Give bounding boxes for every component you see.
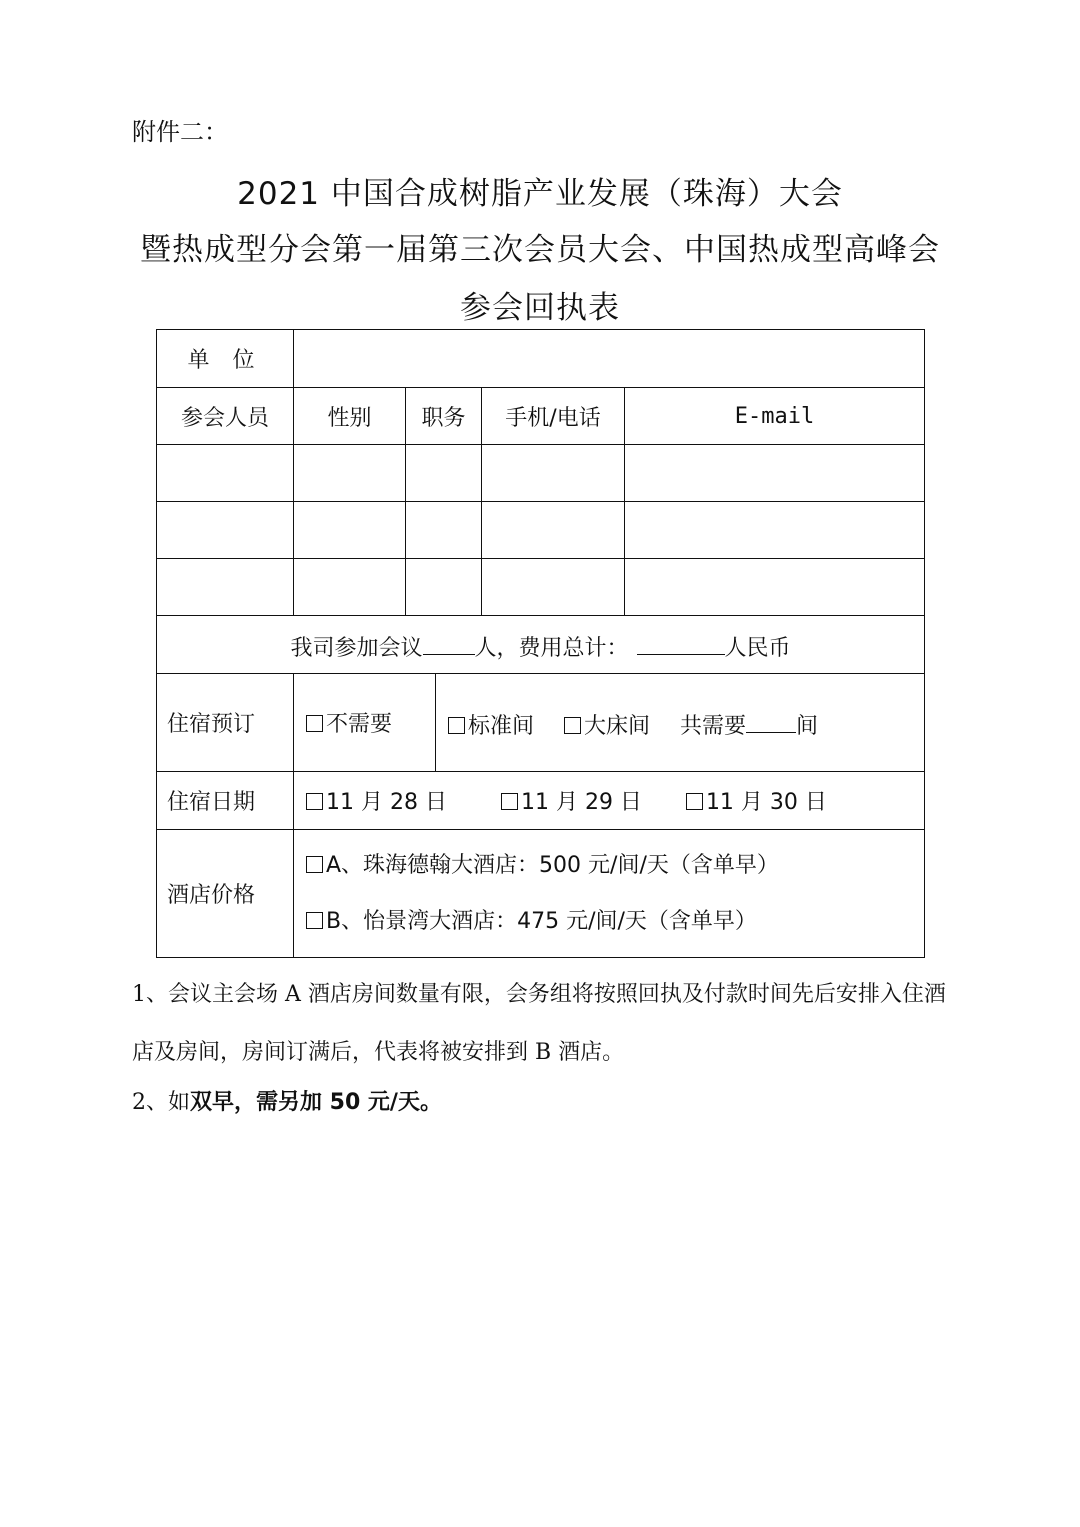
note-2-bold: 双早，需另加 50 元/天。 <box>190 1090 442 1115</box>
attendee-row <box>157 559 925 616</box>
hotel-options-cell <box>294 830 925 958</box>
hotel-label: 酒店价格 <box>157 830 294 958</box>
hotel-option-a: A、珠海德翰大酒店：500 元/间/天（含单早） <box>326 852 779 878</box>
attendance-row <box>157 616 925 674</box>
header-phone: 手机/电话 <box>482 388 625 445</box>
attendee-row <box>157 502 925 559</box>
attendee-name-cell[interactable] <box>157 559 294 616</box>
not-needed-label: 不需要 <box>326 712 393 737</box>
lodging-label: 住宿预订 <box>157 674 294 772</box>
attendee-position-cell[interactable] <box>406 559 482 616</box>
header-attendee: 参会人员 <box>157 388 294 445</box>
attendee-email-cell[interactable] <box>625 445 925 502</box>
room-count-blank[interactable] <box>746 706 796 733</box>
attendee-phone-cell[interactable] <box>482 445 625 502</box>
attendance-prefix: 我司参加会议 <box>290 635 423 661</box>
unit-row <box>157 330 925 388</box>
note-2 <box>132 1083 962 1123</box>
dates-label: 住宿日期 <box>157 772 294 830</box>
registration-form-table <box>156 329 925 958</box>
header-email: E-mail <box>625 388 925 445</box>
date-28-checkbox[interactable] <box>306 793 323 810</box>
dates-options-cell <box>294 772 925 830</box>
standard-room-checkbox[interactable] <box>448 717 465 734</box>
attendee-row <box>157 445 925 502</box>
title-line-2: 暨热成型分会第一届第三次会员大会、中国热成型高峰会 <box>140 232 940 268</box>
date-option: 11 月 29 日 <box>520 790 642 815</box>
room-total-prefix: 共需要 <box>680 713 747 739</box>
lodging-row <box>157 674 925 772</box>
note-2-prefix: 2、如 <box>132 1090 190 1115</box>
king-room-label: 大床间 <box>584 713 651 739</box>
total-cost-blank[interactable] <box>637 628 725 655</box>
date-30-checkbox[interactable] <box>686 793 703 810</box>
attendance-people-suffix: 人，费用总计： <box>474 635 629 661</box>
dates-row <box>157 772 925 830</box>
attendee-name-cell[interactable] <box>157 502 294 559</box>
hotel-row <box>157 830 925 958</box>
header-gender: 性别 <box>294 388 406 445</box>
date-option: 11 月 30 日 <box>705 790 827 815</box>
attendee-phone-cell[interactable] <box>482 559 625 616</box>
attendee-position-cell[interactable] <box>406 445 482 502</box>
hotel-a-checkbox[interactable] <box>306 856 323 873</box>
hotel-b-checkbox[interactable] <box>306 912 323 929</box>
title-line-1: 2021 中国合成树脂产业发展（珠海）大会 <box>237 176 843 212</box>
standard-room-label: 标准间 <box>468 713 535 739</box>
attendee-gender-cell[interactable] <box>294 502 406 559</box>
date-option: 11 月 28 日 <box>326 790 447 815</box>
lodging-options-cell <box>436 674 925 772</box>
not-needed-checkbox[interactable] <box>306 715 323 732</box>
people-count-blank[interactable] <box>423 628 475 655</box>
hotel-option-b: B、怡景湾大酒店：475 元/间/天（含单早） <box>326 908 757 934</box>
attendance-cell <box>157 616 925 674</box>
header-position: 职务 <box>406 388 482 445</box>
attachment-label: 附件二： <box>132 118 228 146</box>
attendee-email-cell[interactable] <box>625 502 925 559</box>
king-room-checkbox[interactable] <box>564 717 581 734</box>
lodging-not-needed-cell <box>294 674 436 772</box>
form-title: 参会回执表 <box>460 290 620 326</box>
unit-input-cell[interactable] <box>294 330 925 388</box>
attendee-gender-cell[interactable] <box>294 559 406 616</box>
unit-label: 单 位 <box>157 330 294 388</box>
attendee-gender-cell[interactable] <box>294 445 406 502</box>
note-1: 1、会议主会场 A 酒店房间数量有限，会务组将按照回执及付款时间先后安排入住酒店及房间，房间订满后，代表将被安排到 B 酒店。 <box>132 982 946 1065</box>
date-29-checkbox[interactable] <box>501 793 518 810</box>
room-total-suffix: 间 <box>796 713 819 739</box>
attendee-position-cell[interactable] <box>406 502 482 559</box>
attendee-email-cell[interactable] <box>625 559 925 616</box>
attendee-name-cell[interactable] <box>157 445 294 502</box>
currency-label: 人民币 <box>724 635 791 661</box>
attendee-phone-cell[interactable] <box>482 502 625 559</box>
header-row <box>157 388 925 445</box>
